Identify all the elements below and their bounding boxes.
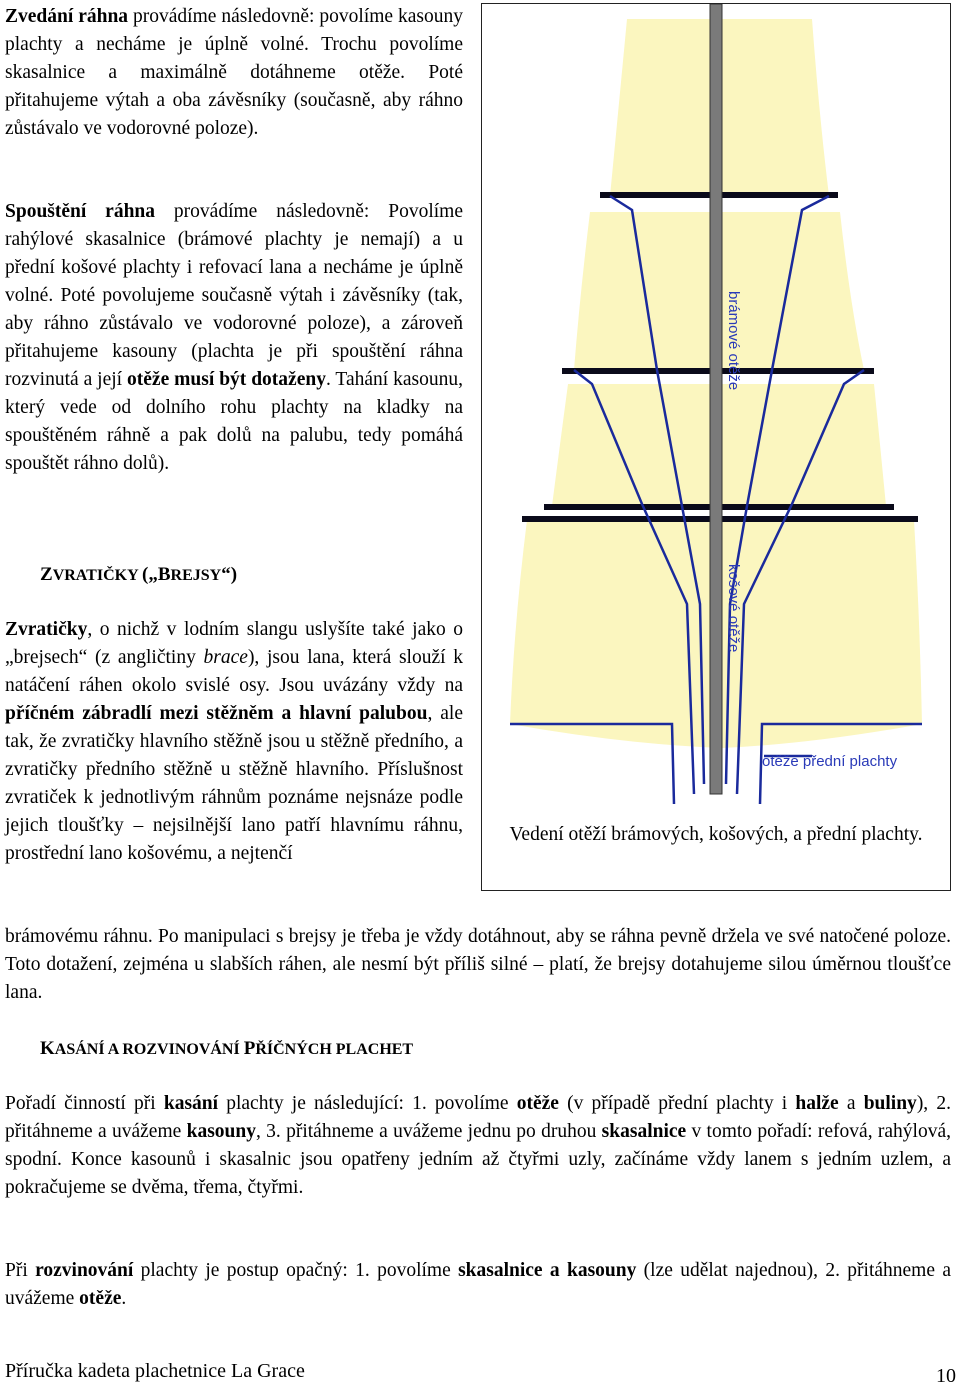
paragraph-unfurling xyxy=(5,1257,951,1313)
paragraph-braces-part1 xyxy=(5,616,463,868)
term-buntlines-clewlines: skasalnice a kasouny xyxy=(458,1260,637,1281)
text: a xyxy=(838,1093,864,1114)
heading-text: ASÁNÍ A ROZVINOVÁNÍ xyxy=(54,1041,240,1058)
term-rail: příčném zábradlí mezi stěžněm a hlavní palubou xyxy=(5,703,428,724)
paragraph-lowering-yard xyxy=(5,198,463,478)
heading-quote-open: („ xyxy=(142,564,158,585)
text: (lze udělat najednou), 2. přitáhneme a uvážeme xyxy=(5,1260,951,1309)
label-royal-sheets: brámové otěže xyxy=(725,291,742,391)
term-raising-yard: Zvedání ráhna xyxy=(5,6,129,27)
heading-cap: P xyxy=(243,1038,256,1059)
heading-setting-sails xyxy=(40,1038,413,1060)
text: , ale tak, že zvratičky hlavního stěžně jsou u stěžně předního, a zvratičky předního stěžně u stěžně hlavního. Příslušnost zvratiček k jednotlivým ráhnům poznáme nejsnáze podle jejich tloušťky – nejsilnější lano patří hlavnímu ráhnu, prostřední lano košovému, a nejtenčí xyxy=(5,703,463,864)
text: ), jsou lana, která slouží k natáčení ráhen okolo svislé osy. Jsou uvázány vždy na xyxy=(5,647,464,696)
text: Pořadí činností při xyxy=(5,1093,164,1114)
figure-sheet-routing xyxy=(481,3,951,891)
text: , 3. přitáhneme a uvážeme jednu po druhou xyxy=(255,1121,602,1142)
label-topsail-sheets: košové otěže xyxy=(725,564,742,653)
heading-text: REJSY xyxy=(170,567,222,584)
text: (v případě přední plachty i xyxy=(558,1093,796,1114)
term-sheets-tight: otěže musí být dotaženy xyxy=(127,369,326,390)
term-brace-english: brace xyxy=(203,647,248,668)
term-tack: halže xyxy=(795,1093,839,1114)
heading-text: ŘÍČNÝCH PLACHET xyxy=(255,1041,414,1058)
text: plachty je postup opačný: 1. povolíme xyxy=(133,1260,459,1281)
term-braces: Zvratičky xyxy=(5,619,88,640)
term-furling: kasání xyxy=(163,1093,219,1114)
text: provádíme následovně: povolíme kasouny plachty a necháme je úplně volné. Trochu povolíme skasalnice a maximálně dotáhneme otěže. Poté přitahujeme výtah a oba závěsníky (současně, aby ráhno zůstávalo ve vodorovné poloze). xyxy=(5,6,463,139)
heading-braces xyxy=(40,564,237,586)
text: , o nichž v lodním slangu uslyšíte také jako o „brejsech“ (z angličtiny xyxy=(5,619,463,668)
text: provádíme následovně: Povolíme rahýlové skasalnice (brámové plachty je nemají) a u přední košové plachty i refovací lana a necháme je úplně volné. Poté povolujeme současně výtah i závěsníky (tak, aby ráhno zůstávalo ve vodorovné poloze), a zároveň přitahujeme kasouny (plachta je při spouštění ráhna rozvinutá a její xyxy=(5,201,463,390)
sail-diagram xyxy=(482,4,950,814)
text: . xyxy=(121,1288,127,1309)
term-lowering-yard: Spouštění ráhna xyxy=(5,201,156,222)
term-unfurling: rozvinování xyxy=(35,1260,134,1281)
text: brámovému ráhnu. Po manipulaci s brejsy je třeba je vždy dotáhnout, aby se ráhna pevně držela ve své natočené poloze. Toto dotažení, zejména u slabších ráhen, ale nesmí být příliš silné – platí, že brejsy dotahujeme silou úměrnou tloušťce lana. xyxy=(5,926,951,1003)
text: ), 2. přitáhneme a uvážeme xyxy=(5,1093,951,1142)
paragraph-setting-order xyxy=(5,1090,951,1202)
heading-cap: Z xyxy=(40,564,53,585)
heading-quote-close: “) xyxy=(221,564,238,585)
mast xyxy=(710,4,722,794)
term-clewlines: kasouny xyxy=(186,1121,256,1142)
figure-caption: Vedení otěží brámových, košových, a přední plachty. xyxy=(509,824,923,845)
paragraph-braces-part2 xyxy=(5,923,951,1007)
text: . Tahání kasounu, který vede od dolního rohu plachty na kladky na spouštěném ráhně a pak dolů na palubu, tedy pomáhá spouštět ráhno dolů). xyxy=(5,369,464,474)
heading-cap: B xyxy=(157,564,171,585)
text: Při xyxy=(5,1260,36,1281)
term-bowlines: buliny xyxy=(863,1093,917,1114)
heading-text: VRATIČKY xyxy=(52,567,139,584)
page-number: 10 xyxy=(936,1365,956,1387)
term-buntlines: skasalnice xyxy=(601,1121,687,1142)
paragraph-raising-yard xyxy=(5,3,463,143)
label-fore-sheets: otěže přední plachty xyxy=(762,753,898,770)
heading-cap: K xyxy=(40,1038,55,1059)
text: v tomto pořadí: refová, rahýlová, spodní. Konce kasounů i skasalnic jsou opatřeny jedním až čtyřmi uzly, začínáme vždy lanem s jedním uzlem, a pokračujeme se dvěma, třema, čtyřmi. xyxy=(5,1121,951,1198)
footer-title: Příručka kadeta plachetnice La Grace xyxy=(5,1360,305,1382)
term-sheets: otěže xyxy=(516,1093,559,1114)
text: plachty je následující: 1. povolíme xyxy=(218,1093,517,1114)
term-sheets: otěže xyxy=(79,1288,122,1309)
